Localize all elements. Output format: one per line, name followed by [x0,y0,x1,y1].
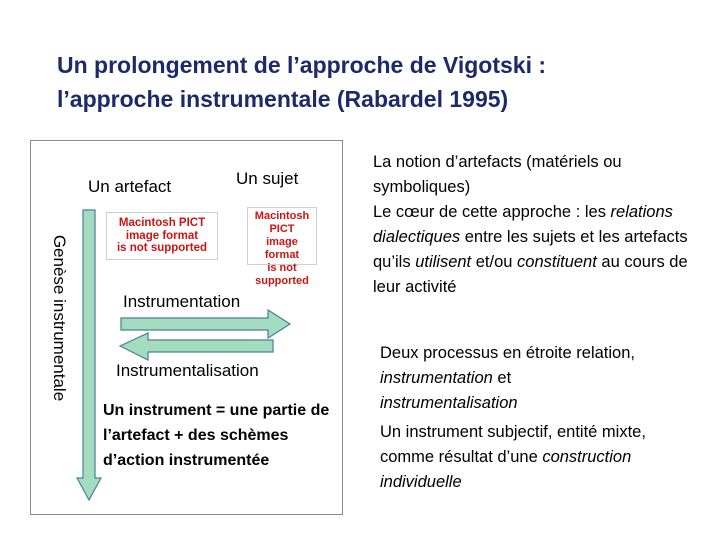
instrument-definition: Un instrument = une partie de l’artefact + des schèmes d’action instrumentée [103,402,330,469]
text-italic: constituent [517,253,597,271]
paragraph-instrument-subjectif [380,420,680,495]
paragraph-processus [380,341,640,416]
vertical-label: Genèse instrumentale [50,234,69,402]
artefact-label: Un artefact [88,177,172,196]
text-run: et/ou [471,253,518,271]
pict-line: image format [125,229,199,242]
pict-line: is not supported [255,262,309,287]
coeur-approche [373,200,703,300]
pict-line: Macintosh PICT [118,217,206,229]
instrumentalisation-left-arrow [120,333,273,360]
text-italic: construction individuelle [380,448,632,491]
title-line-2: l’approche instrumentale (Rabardel 1995) [57,86,509,112]
text-run: Le cœur de cette approche : les [373,203,611,221]
text-run: et [492,369,512,387]
title-line-1: Un prolongement de l’approche de Vigotski : [57,52,547,78]
pict-line: is not supported [116,242,208,254]
instrumentalisation-label: Instrumentalisation [116,361,259,380]
paragraph-artefacts [373,150,703,300]
text-italic: relations dialectiques [373,203,673,246]
pict-line: Macintosh PICT [254,210,310,235]
text-italic: instrumentalisation [380,394,518,412]
text-run: au cours de leur activité [373,253,688,296]
text-run: entre les sujets et les artefacts qu’ils [373,228,688,271]
genese-instrumentale-vertical [44,212,74,424]
text-italic: utilisent [415,253,472,271]
pict-line: image format [264,236,300,261]
unsupported-pict-image-artefact [106,212,218,260]
unsupported-pict-image-sujet [247,207,317,287]
genesis-down-arrow [77,210,101,500]
text-run: Deux processus en étroite relation, [380,344,635,362]
text-italic: instrumentation [380,369,493,387]
instrument-subjectif-text [380,420,680,495]
text-run: Un instrument subjectif, entité mixte, comme résultat d’une [380,423,646,466]
instrumentation-label: Instrumentation [123,292,241,311]
sujet-label: Un sujet [236,169,299,188]
processus-text [380,341,640,416]
artefacts-line: La notion d’artefacts (matériels ou symboliques) [373,153,622,196]
